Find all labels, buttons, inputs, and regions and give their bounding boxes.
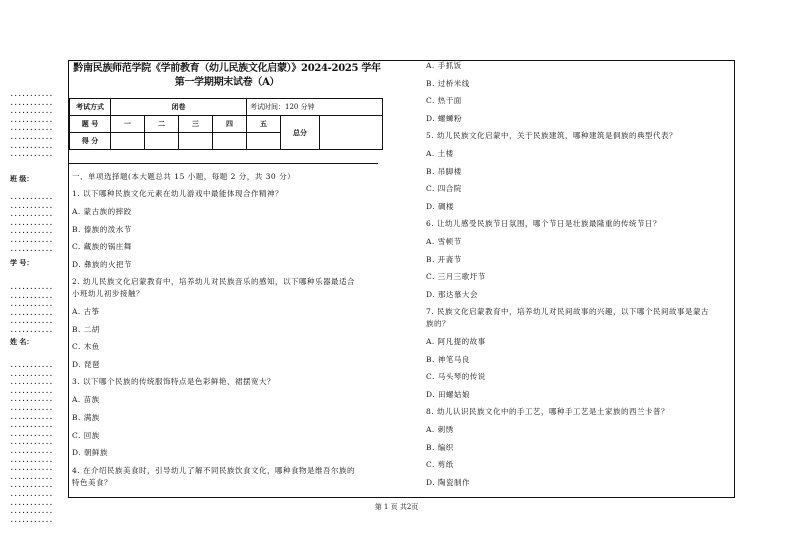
- col-2: 二: [145, 116, 179, 133]
- exam-title-line2: 第一学期期末试卷（A）: [174, 77, 280, 88]
- dotted-cut-line: ...........: [10, 405, 54, 412]
- dotted-cut-line: ...........: [10, 327, 54, 334]
- dotted-cut-line: ...........: [10, 439, 54, 447]
- score-cell: [145, 133, 179, 150]
- dotted-cut-line: ...........: [10, 370, 54, 378]
- dotted-cut-line: ...........: [10, 508, 54, 516]
- dotted-cut-line: ...........: [10, 142, 54, 150]
- dotted-cut-line: ...........: [10, 202, 54, 210]
- col-5: 五: [247, 116, 281, 133]
- question-text: 8. 幼儿认识民族文化中的手工艺，哪种手工艺是土家族的西兰卡普？: [426, 407, 670, 417]
- col-3: 三: [179, 116, 213, 133]
- exam-title-line1: 黔南民族师范学院《学前教育（幼儿民族文化启蒙）》2024-2025 学年: [73, 63, 381, 74]
- dotted-cut-line: ...........: [10, 108, 54, 116]
- answer-option: B. 神笔马良: [426, 354, 470, 364]
- answer-option: A. 刺绣: [426, 425, 454, 434]
- answer-option: C. 回族: [72, 430, 100, 440]
- answer-option: D. 螺蛳粉: [426, 113, 463, 123]
- student-id-label: 学 号：: [10, 258, 34, 267]
- answer-option: D. 田螺姑娘: [426, 389, 471, 399]
- question-text: 1. 以下哪种民族文化元素在幼儿游戏中最能体现合作精神？: [72, 189, 284, 198]
- dotted-cut-line: ...........: [10, 237, 54, 244]
- score-cell: [247, 133, 281, 150]
- answer-option: C. 马头琴的传说: [426, 372, 486, 382]
- dotted-cut-line: ...........: [10, 284, 54, 291]
- answer-option: B. 开斋节: [426, 254, 462, 264]
- dotted-cut-line: ...........: [10, 318, 54, 326]
- question-text-cont: 族的？: [426, 319, 450, 329]
- answer-option: A. 土楼: [426, 149, 454, 158]
- name-label: 姓 名：: [10, 337, 34, 346]
- dotted-cut-line: ...........: [10, 422, 54, 430]
- dotted-cut-line: ...........: [10, 211, 54, 219]
- answer-option: B. 过桥米线: [426, 78, 470, 88]
- dotted-cut-line: ...........: [10, 516, 54, 524]
- dotted-cut-line: ...........: [10, 219, 54, 227]
- page-footer: 第 1 页 共2页: [374, 503, 419, 511]
- answer-option: D. 那达慕大会: [426, 289, 479, 299]
- dotted-cut-line: ...........: [10, 309, 54, 317]
- question-text-cont: 小班幼儿初步接触？: [72, 289, 144, 299]
- answer-option: A. 苗族: [72, 395, 100, 405]
- answer-option: B. 二胡: [72, 324, 100, 334]
- answer-option: C. 藏族的锅庄舞: [72, 242, 132, 252]
- col-4: 四: [213, 116, 247, 133]
- question-text: 6. 让幼儿感受民族节日氛围，哪个节日是壮族最隆重的传统节日？: [426, 219, 662, 229]
- score-table: [69, 98, 383, 150]
- answer-option: C. 四合院: [426, 184, 462, 194]
- question-text: 7. 民族文化启蒙教育中，培养幼儿对民间故事的兴趣，以下哪个民间故事是蒙古: [426, 307, 710, 317]
- dotted-cut-line: ...........: [10, 430, 54, 438]
- dotted-cut-line: ...........: [10, 151, 54, 159]
- question-text: 2. 幼儿民族文化启蒙教育中，培养幼儿对民族音乐的感知，以下哪种乐器最适合: [72, 277, 356, 287]
- answer-option: C. 热干面: [426, 96, 462, 106]
- dotted-cut-line: ...........: [10, 448, 54, 455]
- class-label: 班 级：: [10, 174, 34, 183]
- answer-option: C. 三月三歌圩节: [426, 272, 486, 282]
- dotted-cut-line: ...........: [10, 413, 54, 421]
- answer-option: B. 编织: [426, 442, 454, 452]
- dotted-cut-line: ...........: [10, 292, 54, 300]
- dotted-cut-line: ...........: [10, 228, 54, 236]
- dotted-cut-line: ...........: [10, 387, 54, 395]
- exam-time: 考试时间：120 分钟: [247, 99, 383, 116]
- dotted-cut-line: ...........: [10, 125, 54, 133]
- answer-option: B. 满族: [72, 413, 100, 422]
- answer-option: C. 剪纸: [426, 460, 454, 470]
- answer-option: A. 古筝: [72, 307, 100, 316]
- dotted-cut-line: ...........: [10, 99, 54, 107]
- dotted-cut-line: ...........: [10, 499, 54, 507]
- divider: [69, 163, 378, 164]
- answer-option: D. 陶瓷制作: [426, 477, 471, 487]
- score-cell: [179, 133, 213, 150]
- dotted-cut-line: ...........: [10, 134, 54, 141]
- answer-option: D. 碉楼: [426, 201, 455, 211]
- dotted-cut-line: ...........: [10, 482, 54, 490]
- dotted-cut-line: ...........: [10, 456, 54, 464]
- dotted-cut-line: ...........: [10, 91, 54, 98]
- answer-option: C. 木鱼: [72, 342, 100, 352]
- answer-option: D. 彝族的火把节: [72, 259, 133, 269]
- exam-mode-value: 闭卷: [111, 99, 247, 116]
- question-no-label: 题 号: [70, 116, 111, 133]
- answer-option: A. 手抓饭: [426, 61, 462, 70]
- score-cell: [213, 133, 247, 150]
- question-text: 4. 在介绍民族美食时，引导幼儿了解不同民族饮食文化，哪种食物是维吾尔族的: [72, 465, 356, 475]
- answer-option: A. 蒙古族的摔跤: [72, 207, 132, 216]
- answer-option: D. 琵琶: [72, 359, 101, 369]
- question-text-cont: 特色美食？: [72, 477, 112, 487]
- dotted-cut-line: ...........: [10, 194, 54, 201]
- dotted-cut-line: ...........: [10, 465, 54, 473]
- dotted-cut-line: ...........: [10, 491, 54, 498]
- answer-option: A. 阿凡提的故事: [426, 337, 486, 346]
- dotted-cut-line: ...........: [10, 245, 54, 253]
- answer-option: B. 吊脚楼: [426, 166, 462, 176]
- answer-option: B. 傣族的泼水节: [72, 224, 132, 234]
- col-1: 一: [111, 116, 145, 133]
- dotted-cut-line: ...........: [10, 301, 54, 309]
- exam-mode-label: 考试方式: [70, 99, 111, 116]
- score-label: 得 分: [70, 133, 111, 150]
- score-cell: [111, 133, 145, 150]
- answer-option: D. 朝鲜族: [72, 448, 109, 458]
- answer-option: A. 雪顿节: [426, 237, 462, 246]
- question-text: 5. 幼儿民族文化启蒙中，关于民族建筑，哪种建筑是侗族的典型代表？: [426, 131, 678, 141]
- total-score-cell: [320, 116, 383, 150]
- dotted-cut-line: ...........: [10, 116, 54, 124]
- dotted-cut-line: ...........: [10, 473, 54, 481]
- section-heading: 一、单项选择题(本大题总共 15 小题，每题 2 分，共 30 分）: [72, 172, 296, 181]
- dotted-cut-line: ...........: [10, 396, 54, 404]
- total-label: 总分: [281, 116, 320, 150]
- question-text: 3. 以下哪个民族的传统服饰特点是色彩鲜艳、裙摆宽大？: [72, 377, 276, 387]
- dotted-cut-line: ...........: [10, 362, 54, 369]
- dotted-cut-line: ...........: [10, 379, 54, 387]
